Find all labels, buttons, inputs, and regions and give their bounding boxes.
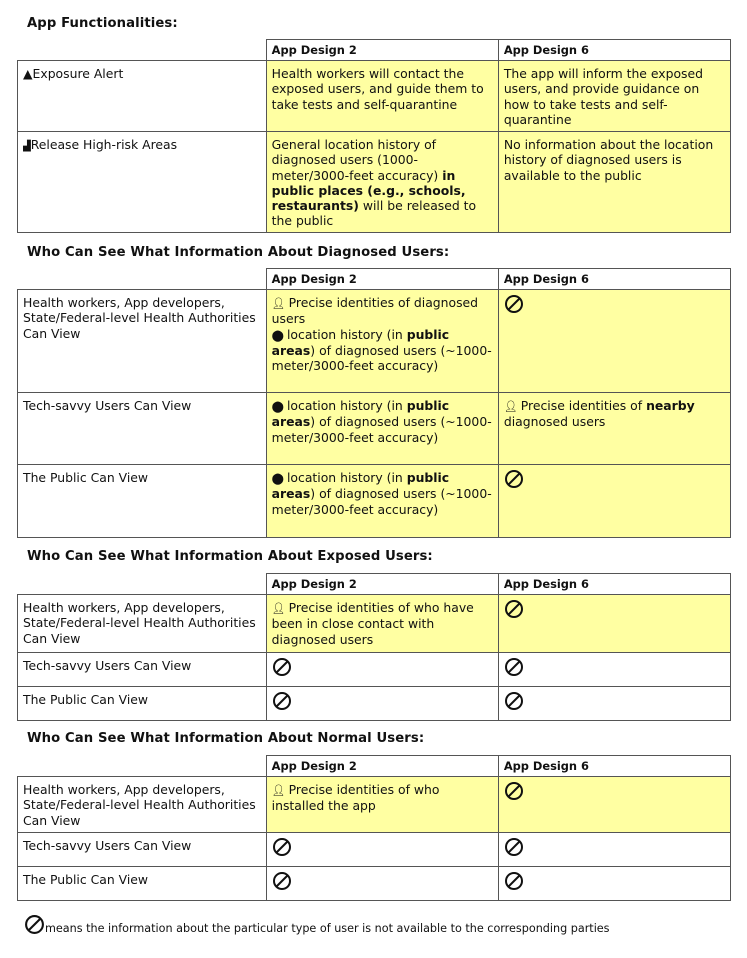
row-label-health: Health workers, App developers, State/Federal-level Health Authorities Can View — [18, 290, 267, 393]
header-design-2: App Design 2 — [266, 40, 498, 61]
diag-health-design-2: 👤︎ Precise identities of diagnosed users ⬤ location history (in public areas) of diagnosed users (~1000-meter/3000-feet accuracy) — [266, 290, 498, 393]
exposure-design-6: The app will inform the exposed users, and provide guidance on how to take tests and self-quarantine — [498, 61, 730, 132]
section-title-normal: Who Can See What Information About Normal Users: — [27, 731, 425, 746]
section-title-exposed: Who Can See What Information About Exposed Users: — [27, 549, 433, 564]
header-design-2: App Design 2 — [266, 269, 498, 290]
location-pin-icon: ⬤ — [271, 328, 284, 342]
prohibited-icon — [272, 691, 292, 711]
section-title-diagnosed: Who Can See What Information About Diagnosed Users: — [27, 245, 450, 260]
prohibited-icon — [272, 657, 292, 677]
person-icon: 👤︎ — [503, 400, 518, 414]
prohibited-icon — [272, 871, 292, 891]
normal-tech-design-2 — [266, 833, 498, 867]
header-blank — [18, 40, 267, 61]
diag-public-design-2: ⬤ location history (in public areas) of diagnosed users (~1000-meter/3000-feet accuracy) — [266, 465, 498, 538]
prohibited-icon — [272, 837, 292, 857]
prohibited-icon — [24, 914, 45, 935]
header-design-2: App Design 2 — [266, 574, 498, 595]
prohibited-icon — [504, 691, 524, 711]
row-label-health: Health workers, App developers, State/Federal-level Health Authorities Can View — [18, 777, 267, 833]
prohibited-icon — [504, 599, 524, 619]
normal-table — [17, 755, 731, 901]
release-design-6: No information about the location history of diagnosed users is available to the public — [498, 132, 730, 233]
prohibited-icon — [504, 781, 524, 801]
normal-health-design-6 — [498, 777, 730, 833]
row-label-tech: Tech-savvy Users Can View — [18, 833, 267, 867]
header-design-6: App Design 6 — [498, 269, 730, 290]
functionalities-table — [17, 39, 731, 233]
row-label-health: Health workers, App developers, State/Federal-level Health Authorities Can View — [18, 595, 267, 653]
prohibited-icon — [504, 469, 524, 489]
person-icon: 👤︎ — [271, 602, 286, 616]
row-label-release-areas: ▟Release High-risk Areas — [18, 132, 267, 233]
prohibited-icon — [504, 294, 524, 314]
location-pin-icon: ⬤ — [271, 472, 284, 486]
row-label-tech: Tech-savvy Users Can View — [18, 653, 267, 687]
exposed-tech-design-2 — [266, 653, 498, 687]
normal-public-design-6 — [498, 867, 730, 901]
header-design-6: App Design 6 — [498, 756, 730, 777]
row-label-public: The Public Can View — [18, 687, 267, 721]
diag-health-design-6 — [498, 290, 730, 393]
exposed-tech-design-6 — [498, 653, 730, 687]
section-title-functionalities: App Functionalities: — [27, 16, 178, 31]
normal-public-design-2 — [266, 867, 498, 901]
release-design-2: General location history of diagnosed users (1000-meter/3000-feet accuracy) in public places (e.g., schools, restaurants) will be released to the public — [266, 132, 498, 233]
exposure-design-2: Health workers will contact the exposed users, and guide them to take tests and self-quarantine — [266, 61, 498, 132]
row-label-tech: Tech-savvy Users Can View — [18, 393, 267, 465]
exposed-health-design-6 — [498, 595, 730, 653]
person-icon: 👤︎ — [271, 784, 286, 798]
location-pin-icon: ⬤ — [271, 400, 284, 414]
normal-health-design-2: 👤︎ Precise identities of who installed the app — [266, 777, 498, 833]
row-label-public: The Public Can View — [18, 465, 267, 538]
exposed-public-design-6 — [498, 687, 730, 721]
prohibited-icon — [504, 657, 524, 677]
header-design-2: App Design 2 — [266, 756, 498, 777]
exposed-public-design-2 — [266, 687, 498, 721]
legend-text: means the information about the particular type of user is not available to the corresponding parties — [45, 922, 610, 935]
buildings-icon: ▟ — [23, 141, 31, 153]
row-label-exposure-alert: ▲Exposure Alert — [18, 61, 267, 132]
header-design-6: App Design 6 — [498, 40, 730, 61]
warning-triangle-icon: ▲ — [23, 66, 33, 82]
row-label-public: The Public Can View — [18, 867, 267, 901]
diagnosed-table — [17, 268, 731, 538]
prohibited-icon — [504, 837, 524, 857]
person-icon: 👤︎ — [271, 297, 286, 311]
legend-footnote — [24, 914, 610, 935]
header-design-6: App Design 6 — [498, 574, 730, 595]
diag-tech-design-2: ⬤ location history (in public areas) of diagnosed users (~1000-meter/3000-feet accuracy) — [266, 393, 498, 465]
exposed-health-design-2: 👤︎ Precise identities of who have been in close contact with diagnosed users — [266, 595, 498, 653]
prohibited-icon — [504, 871, 524, 891]
diag-tech-design-6: 👤︎ Precise identities of nearby diagnosed users — [498, 393, 730, 465]
normal-tech-design-6 — [498, 833, 730, 867]
diag-public-design-6 — [498, 465, 730, 538]
exposed-table — [17, 573, 731, 721]
